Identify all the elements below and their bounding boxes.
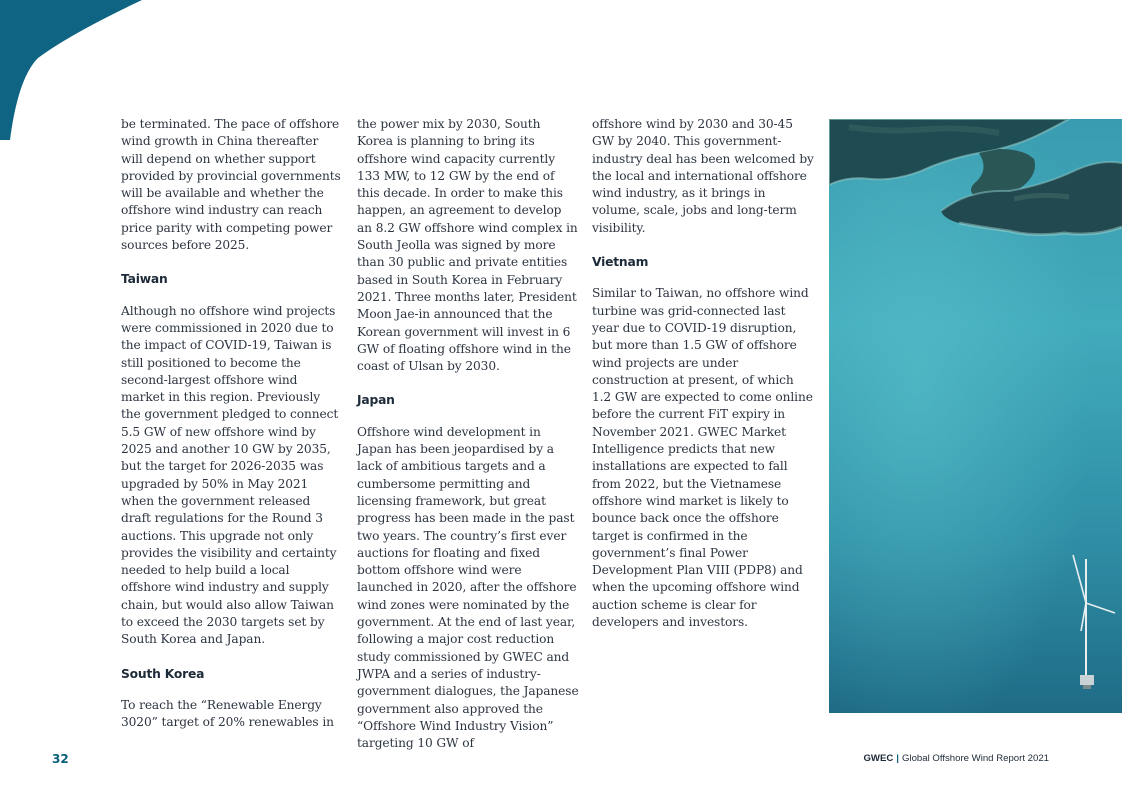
south-korea-paragraph: To reach the “Renewable Energy 3020” target of 20% renewables in xyxy=(121,697,334,730)
japan-paragraph-continued: offshore wind by 2030 and 30-45 GW by 2040. This government-industry deal has been welcomed by the local and international offshore wind industry, as it brings in volume, scale, jobs and long-term visibility. xyxy=(592,117,814,235)
japan-paragraph: Offshore wind development in Japan has been jeopardised by a lack of ambitious targets and a cumbersome permitting and licensing framework, but great progress has been made in the past two years. The country’s first ever auctions for floating and fixed bottom offshore wind were launched in 2020, after the offshore wind zones were nominated by the government. At the end of last year, following a major cost reduction study commissioned by GWEC and JWPA and a series of industry-government dialogues, the Japanese government also approved the “Offshore Wind Industry Vision” targeting 10 GW of xyxy=(357,424,579,751)
south-korea-paragraph-continued: the power mix by 2030, South Korea is planning to bring its offshore wind capacity currently 133 MW, to 12 GW by the end of this decade. In order to make this happen, an agreement to develop an 8.2 GW offshore wind complex in South Jeolla was signed by more than 30 public and private entities based in South Korea in February 2021. Three months later, President Moon Jae-in announced that the Korean government will invest in 6 GW of floating offshore wind in the coast of Ulsan by 2030. xyxy=(357,117,578,374)
heading-vietnam: Vietnam xyxy=(592,255,649,270)
heading-japan: Japan xyxy=(357,393,395,408)
vietnam-paragraph: Similar to Taiwan, no offshore wind turbine was grid-connected last year due to COVID-19 disruption, but more than 1.5 GW of offshore wind projects are under construction at present, of which 1.2 GW are expected to come online before the current FiT expiry in November 2021. GWEC Market Intelligence predicts that new installations are expected to fall from 2022, but the Vietnamese offshore wind market is likely to bounce back once the offshore target is confirmed in the government’s final Power Development Plan VIII (PDP8) and when the upcoming offshore wind auction scheme is clear for developers and investors. xyxy=(592,286,813,630)
heading-taiwan: Taiwan xyxy=(121,272,168,287)
page-number: 32 xyxy=(52,752,69,766)
brand-name: GWEC xyxy=(863,753,894,764)
footer-separator: | xyxy=(896,753,899,764)
text-column-2 xyxy=(357,116,579,752)
text-column-1 xyxy=(121,116,343,732)
text-column-3 xyxy=(592,116,814,631)
report-footer xyxy=(863,753,1049,764)
report-title: Global Offshore Wind Report 2021 xyxy=(901,753,1049,764)
china-paragraph-continued: be terminated. The pace of offshore wind growth in China thereafter will depend on whether support provided by provincial governments will be available and whether the offshore wind industry can reach price parity with competing power sources before 2025. xyxy=(121,117,341,253)
heading-south-korea: South Korea xyxy=(121,666,205,681)
taiwan-paragraph: Although no offshore wind projects were commissioned in 2020 due to the impact of COVID-19, Taiwan is still positioned to become the second-largest offshore wind market in this region. Previously the government pledged to connect 5.5 GW of new offshore wind by 2025 and another 10 GW by 2035, but the target for 2026-2035 was upgraded by 50% in May 2021 when the government released draft regulations for the Round 3 auctions. This upgrade not only provides the visibility and certainty needed to help build a local offshore wind industry and supply chain, but would also allow Taiwan to exceed the 2030 targets set by South Korea and Japan. xyxy=(121,303,339,647)
offshore-wind-photo xyxy=(829,119,1122,713)
